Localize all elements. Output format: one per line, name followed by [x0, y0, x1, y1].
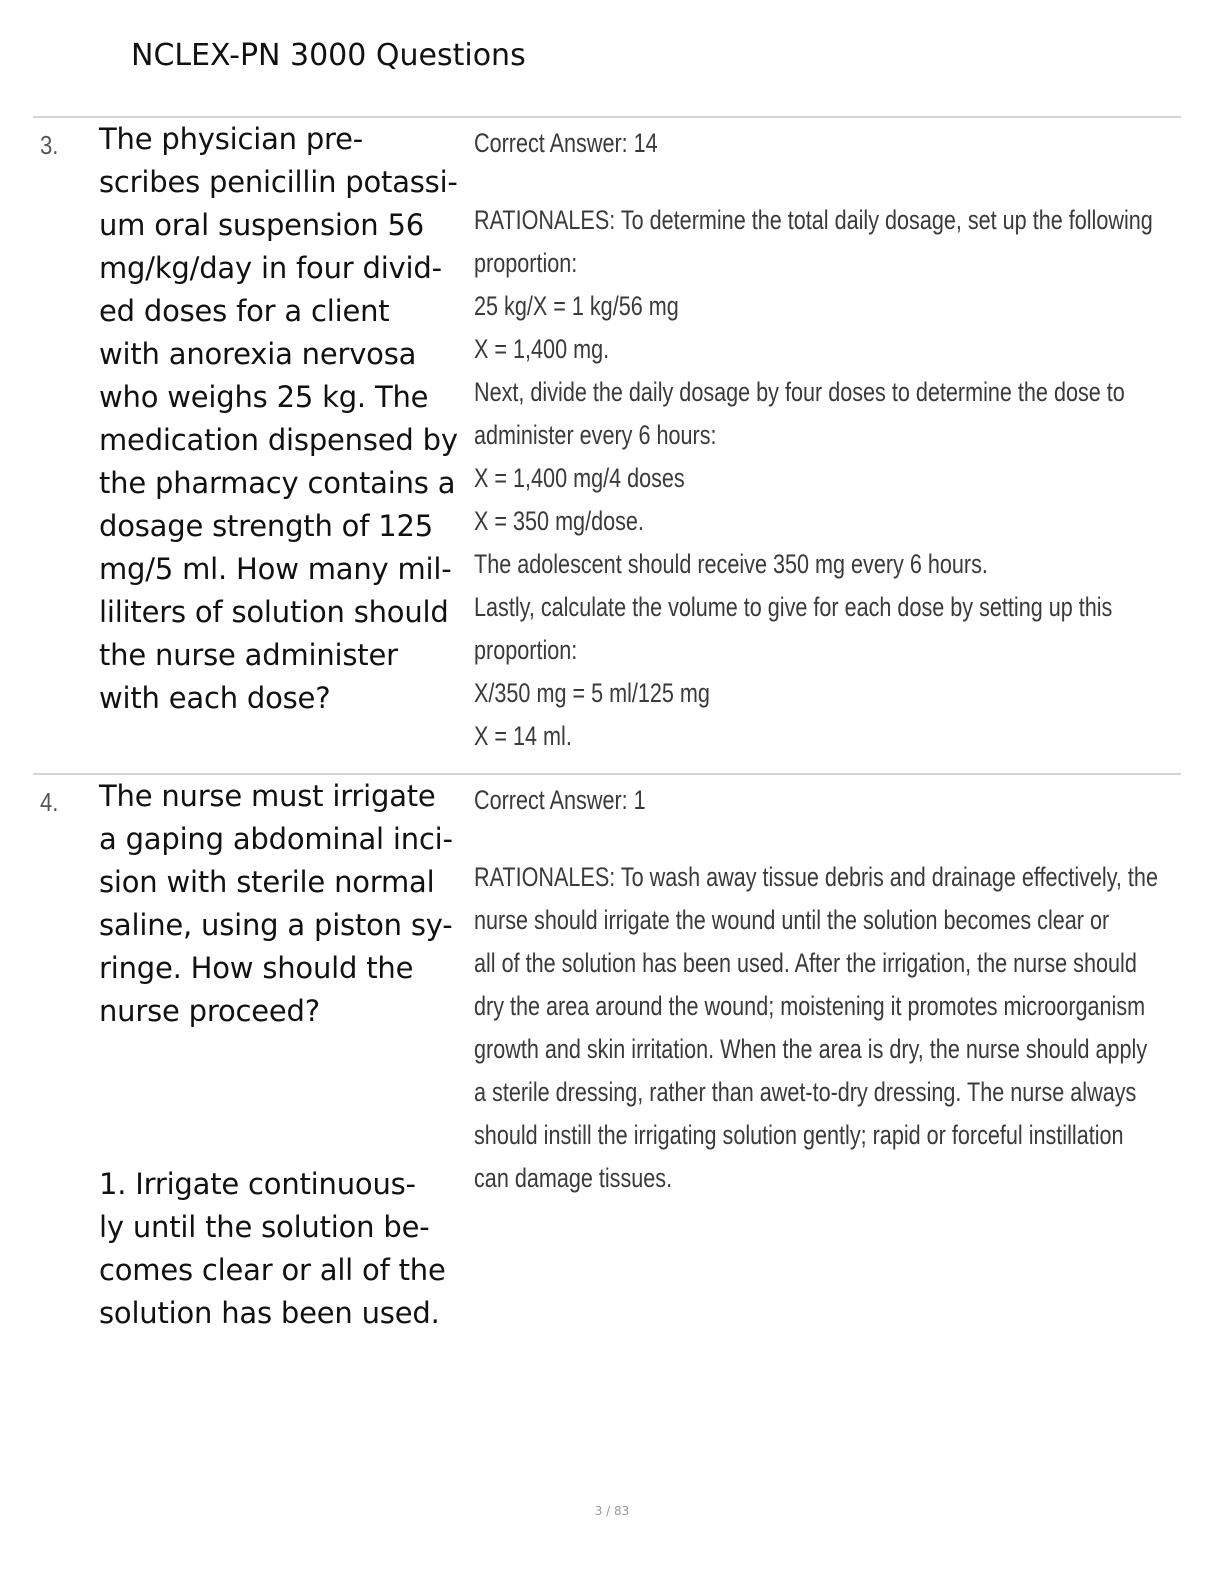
- rationale-line: RATIONALES: To determine the total daily dosage, set up the following: [474, 205, 1153, 235]
- question-line: mg/5 ml. How many mil-: [99, 552, 452, 586]
- question-line: sion with sterile normal: [99, 865, 435, 899]
- rationale-line: can damage tissues.: [474, 1163, 673, 1193]
- question-line: with anorexia nervosa: [99, 337, 417, 371]
- answer-option: [99, 1163, 471, 1335]
- rationale-line: X = 14 ml.: [474, 721, 572, 751]
- question-line: with each dose?: [99, 681, 331, 715]
- question-line: liliters of solution should: [99, 595, 449, 629]
- rationale-line: X = 350 mg/dose.: [474, 506, 644, 536]
- question-line: who weighs 25 kg. The: [99, 380, 429, 414]
- rationale-line: should instill the irrigating solution gently; rapid or forceful instillation: [474, 1120, 1124, 1150]
- question-line: saline, using a piston sy-: [99, 908, 453, 942]
- rationale-line: RATIONALES: To wash away tissue debris and drainage effectively, the: [474, 862, 1158, 892]
- rationale-line: administer every 6 hours:: [474, 420, 717, 450]
- answer-panel: [474, 122, 1194, 758]
- correct-answer: Correct Answer: 14: [474, 128, 658, 158]
- page-number: 3 / 83: [594, 1504, 630, 1518]
- question-number: 3.: [40, 130, 59, 160]
- rationale-line: 25 kg/X = 1 kg/56 mg: [474, 291, 679, 321]
- rationale-line: X = 1,400 mg/4 doses: [474, 463, 685, 493]
- question-text: [99, 775, 471, 1033]
- question-line: dosage strength of 125: [99, 509, 433, 543]
- rationale-line: proportion:: [474, 635, 578, 665]
- rationale-line: X = 1,400 mg.: [474, 334, 610, 364]
- question-line: ed doses for a client: [99, 294, 390, 328]
- option-line: solution has been used.: [99, 1296, 440, 1330]
- rationale-line: nurse should irrigate the wound until the solution becomes clear or: [474, 905, 1110, 935]
- question-line: the pharmacy contains a: [99, 466, 456, 500]
- option-line: comes clear or all of the: [99, 1253, 446, 1287]
- question-line: The physician pre-: [99, 122, 364, 156]
- answer-panel: [474, 779, 1194, 1200]
- question-line: um oral suspension 56: [99, 208, 424, 242]
- rationale-line: Lastly, calculate the volume to give for each dose by setting up this: [474, 592, 1113, 622]
- rationale-line: The adolescent should receive 350 mg every 6 hours.: [474, 549, 988, 579]
- rationale-line: dry the area around the wound; moistening it promotes microorganism: [474, 991, 1146, 1021]
- question-line: nurse proceed?: [99, 994, 320, 1028]
- question-line: mg/kg/day in four divid-: [99, 251, 442, 285]
- option-line: ly until the solution be-: [99, 1210, 430, 1244]
- document-header: NCLEX-PN 3000 Questions: [131, 38, 526, 73]
- question-text: [99, 118, 471, 720]
- question-line: a gaping abdominal inci-: [99, 822, 453, 856]
- question-line: medication dispensed by: [99, 423, 458, 457]
- question-line: The nurse must irrigate: [99, 779, 436, 813]
- correct-answer: Correct Answer: 1: [474, 785, 646, 815]
- rationale-line: proportion:: [474, 248, 578, 278]
- question-number: 4.: [40, 787, 59, 817]
- spacer: [474, 822, 1194, 856]
- question-line: scribes penicillin potassi-: [99, 165, 458, 199]
- rationale-line: growth and skin irritation. When the area is dry, the nurse should apply: [474, 1034, 1148, 1064]
- rationale-line: X/350 mg = 5 ml/125 mg: [474, 678, 710, 708]
- rationale-line: a sterile dressing, rather than awet-to-dry dressing. The nurse always: [474, 1077, 1137, 1107]
- question-line: ringe. How should the: [99, 951, 414, 985]
- question-line: the nurse administer: [99, 638, 398, 672]
- option-line: 1. Irrigate continuous-: [99, 1167, 416, 1201]
- spacer: [474, 165, 1194, 199]
- rationale-line: Next, divide the daily dosage by four doses to determine the dose to: [474, 377, 1125, 407]
- rationale-line: all of the solution has been used. After the irrigation, the nurse should: [474, 948, 1137, 978]
